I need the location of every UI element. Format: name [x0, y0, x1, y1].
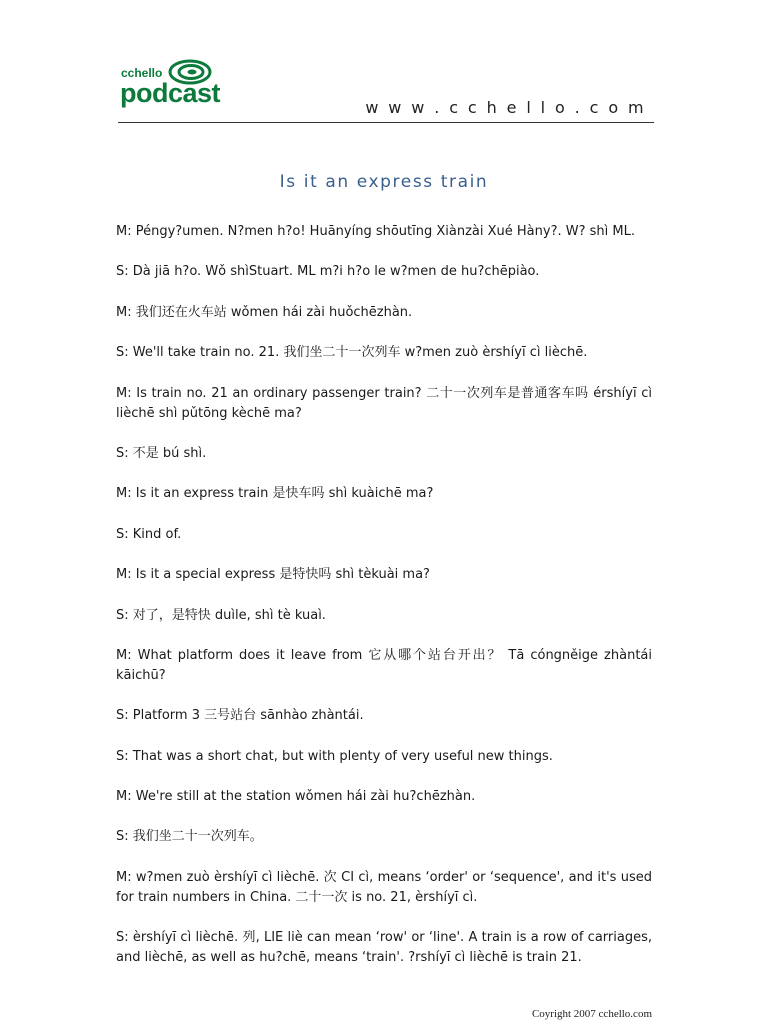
- header-divider: [118, 122, 654, 123]
- dialogue-line: M: We're still at the station wǒmen hái zài hu?chēzhàn.: [116, 789, 476, 805]
- dialogue-line: M: Is it an express train 是快车吗 shì kuàichē ma?: [116, 486, 434, 502]
- dialogue-line: S: 对了，是特快 duìle, shì tè kuaì.: [116, 607, 326, 623]
- dialogue-line: S: 我们坐二十一次列车。: [116, 829, 263, 845]
- copyright-footer: Coyright 2007 cchello.com: [531, 1008, 652, 1020]
- dialogue-line: S: That was a short chat, but with plenty of very useful new things.: [116, 748, 553, 764]
- dialogue-line: S: Kind of.: [116, 526, 182, 542]
- dialogue-line: S: Platform 3 三号站台 sānhào zhàntái.: [116, 708, 364, 724]
- dialogue-line: M: Is it a special express 是特快吗 shì tèkuài ma?: [116, 567, 430, 583]
- logo-podcast-text: podcast: [120, 78, 221, 108]
- cchello-podcast-logo: [118, 58, 238, 110]
- dialogue-line: M: What platform does it leave from 它从哪个站台开出？ Tā cóngněige zhàntái kāichū?: [116, 647, 652, 683]
- dialogue-line: M: w?men zuò èrshíyī cì lièchē. 次 CI cì, means ‘order' or ‘sequence', and it's used for train numbers in China. 二十一次 is no. 21, èrshíyī cì.: [116, 869, 652, 905]
- dialogue-body: [116, 222, 652, 989]
- logo-small-text: cchello: [121, 66, 163, 80]
- dialogue-line: S: èrshíyī cì lièchē. 列, LIE liè can mean ‘row' or ‘line'. A train is a row of carriages, and lièchē, as well as hu?chē, means ‘train'. ?rshíyī cì lièchē is train 21.: [116, 930, 652, 966]
- dialogue-line: M: Péngy?umen. N?men h?o! Huānyíng shōutīng Xiànzài Xué Hàny?. W? shì ML.: [116, 224, 635, 239]
- page-title: Is it an express train: [279, 172, 489, 192]
- dialogue-line: S: Dà jiā h?o. Wǒ shìStuart. ML m?i h?o le w?men de hu?chēpiào.: [116, 264, 540, 280]
- dialogue-line: S: 不是 bú shì.: [116, 445, 207, 461]
- dialogue-line: M: Is train no. 21 an ordinary passenger train? 二十一次列车是普通客车吗 érshíyī cì lièchē shì pǔtōng kèchē ma?: [116, 385, 652, 421]
- site-url[interactable]: w w w . c c h e l l o . c o m: [365, 98, 646, 117]
- page-header: [118, 58, 654, 122]
- dialogue-line: M: 我们还在火车站 wǒmen hái zài huǒchēzhàn.: [116, 304, 413, 320]
- dialogue-line: S: We'll take train no. 21. 我们坐二十一次列车 w?men zuò èrshíyī cì lièchē.: [116, 345, 588, 361]
